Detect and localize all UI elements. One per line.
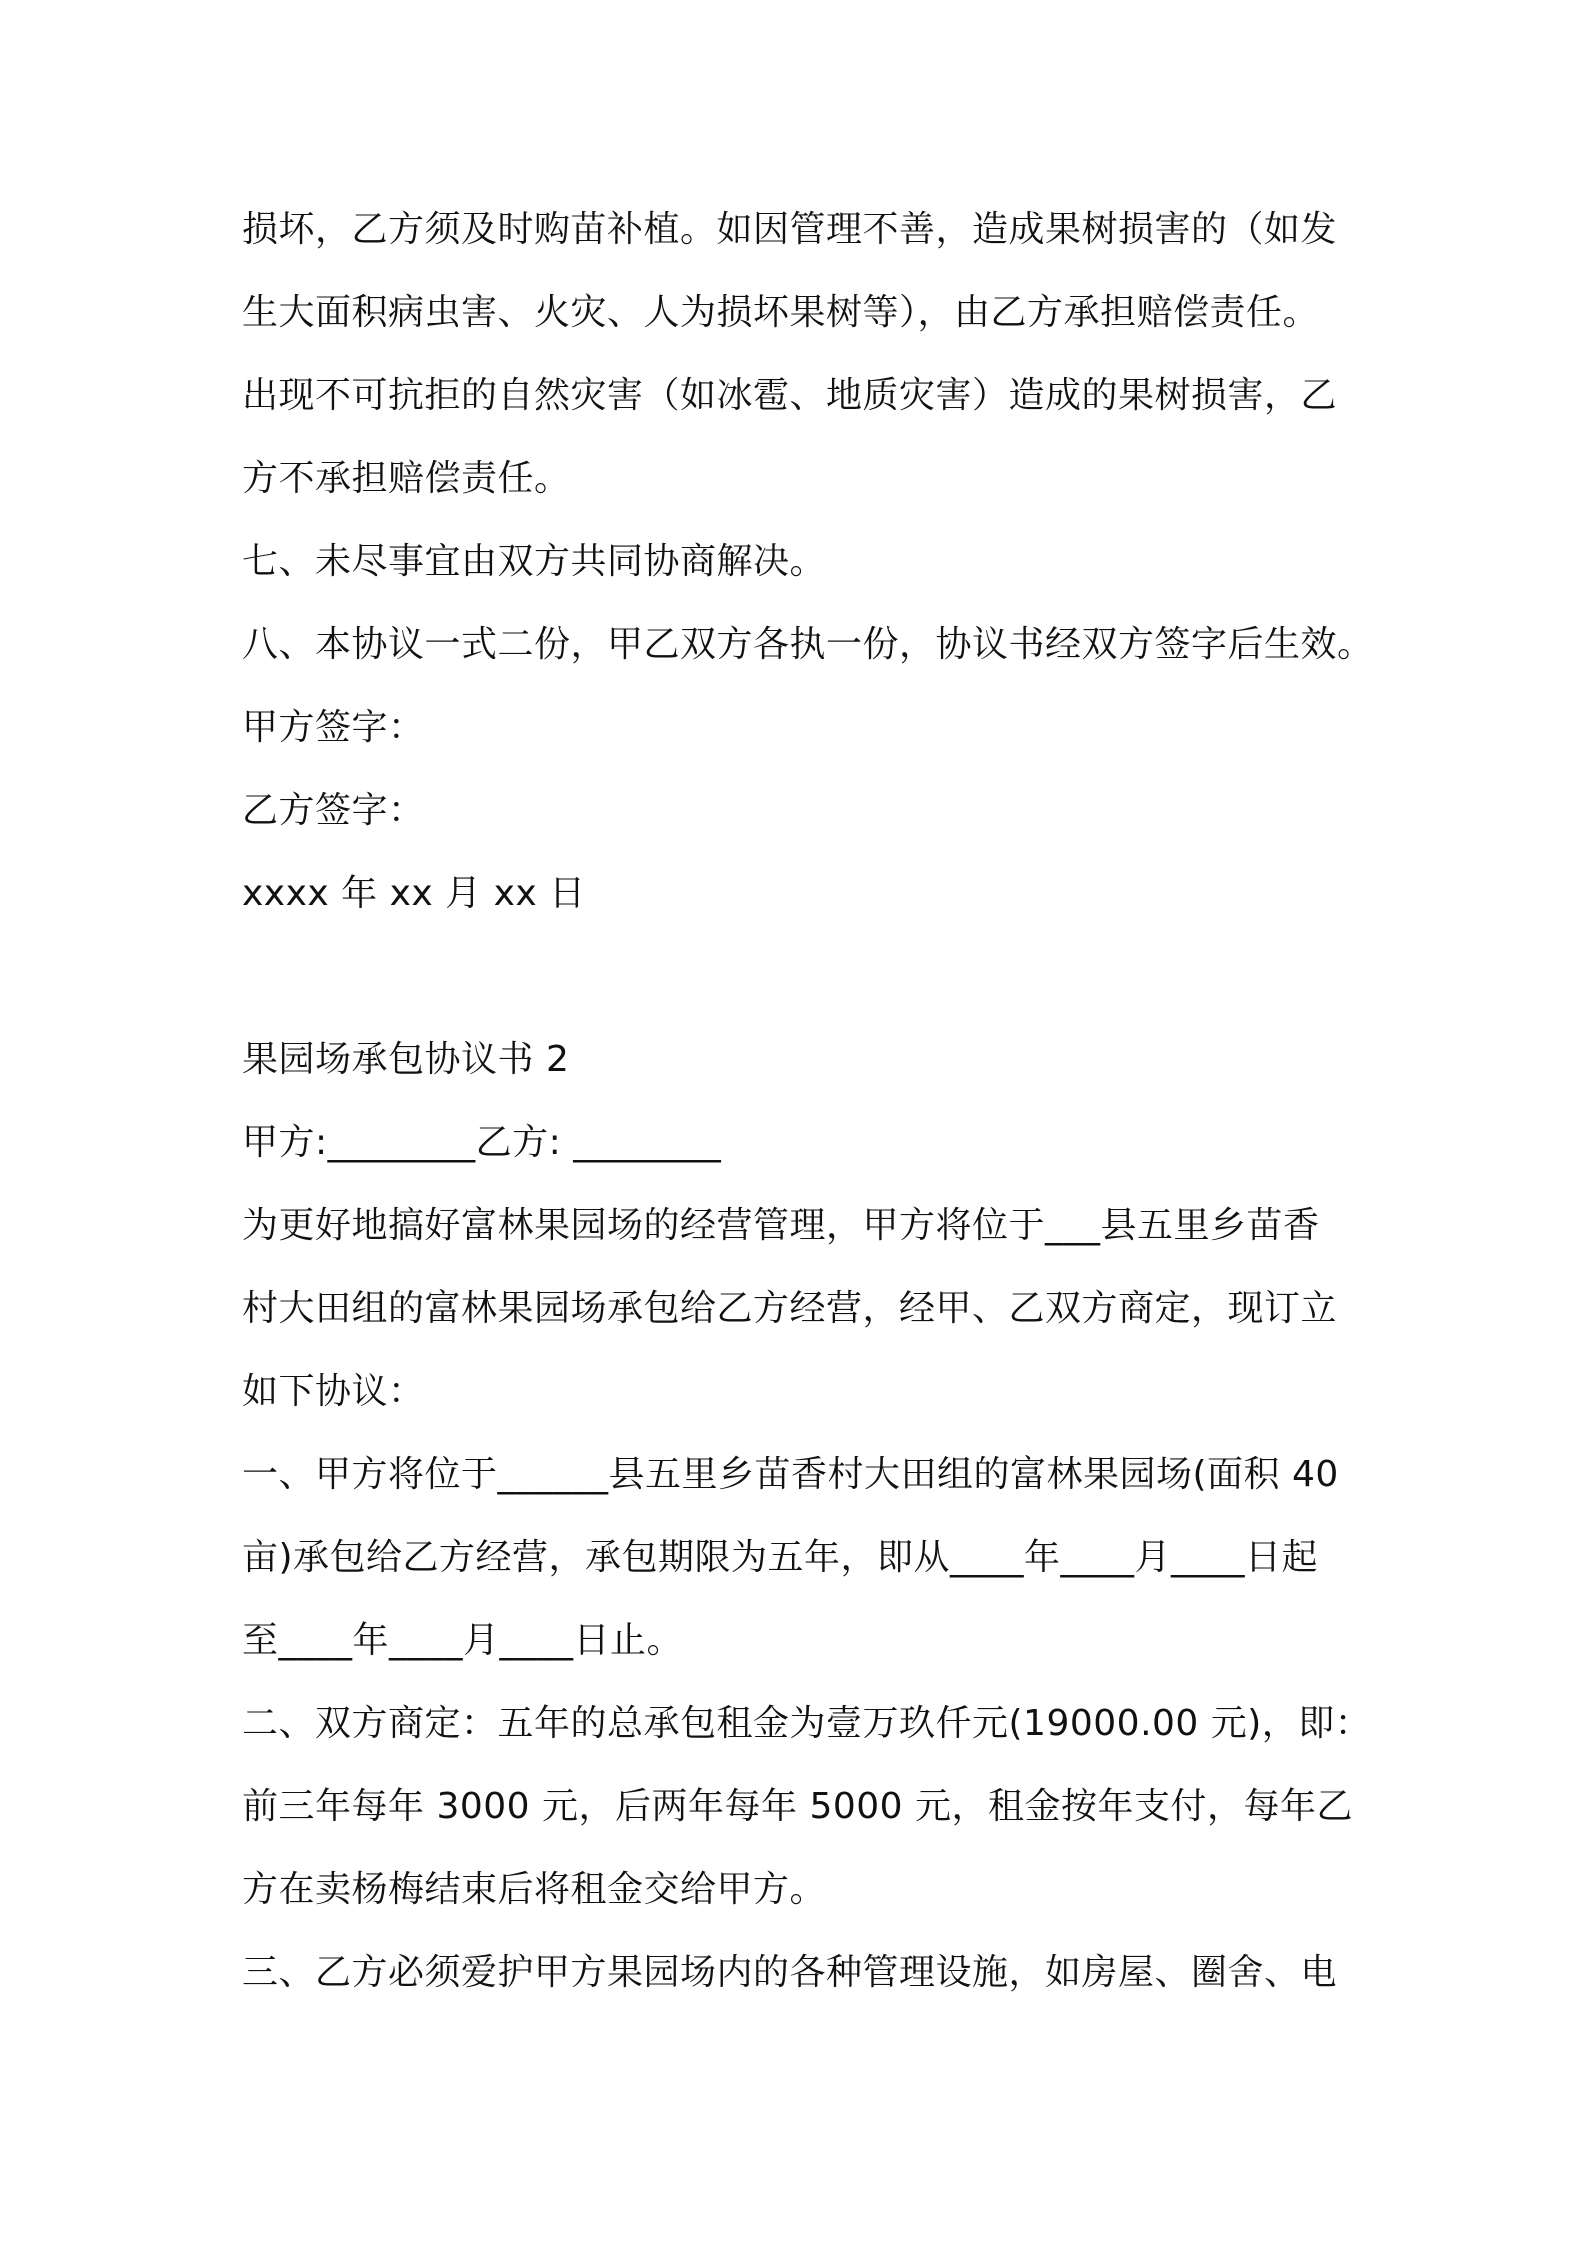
signature-date: xxxx 年 xx 月 xx 日	[242, 873, 586, 914]
text-line: 损坏，乙方须及时购苗补植。如因管理不善，造成果树损害的（如发	[242, 209, 1338, 250]
clause-three: 三、乙方必须爱护甲方果园场内的各种管理设施，如房屋、圈舍、电	[242, 1952, 1338, 1993]
party-b-signature: 乙方签字：	[242, 790, 425, 831]
text-line: 方在卖杨梅结束后将租金交给甲方。	[242, 1869, 827, 1910]
clause-two: 二、双方商定：五年的总承包租金为壹万玖仟元(19000.00 元)，即：	[242, 1703, 1372, 1744]
text-line: 前三年每年 3000 元，后两年每年 5000 元，租金按年支付，每年乙	[242, 1786, 1354, 1827]
text-line: 生大面积病虫害、火灾、人为损坏果树等），由乙方承担赔偿责任。	[242, 292, 1320, 333]
text-line: 至____年____月____日止。	[242, 1620, 684, 1661]
text-line: 村大田组的富林果园场承包给乙方经营，经甲、乙双方商定，现订立	[242, 1288, 1338, 1329]
text-line: 亩)承包给乙方经营，承包期限为五年，即从____年____月____日起	[242, 1537, 1319, 1578]
section-title: 果园场承包协议书 2	[242, 1039, 570, 1080]
clause-eight: 八、本协议一式二份，甲乙双方各执一份，协议书经双方签字后生效。	[242, 624, 1374, 665]
text-line: 为更好地搞好富林果园场的经营管理，甲方将位于___县五里乡苗香	[242, 1205, 1320, 1246]
text-line: 方不承担赔偿责任。	[242, 458, 571, 499]
parties-line: 甲方:________乙方: ________	[242, 1122, 722, 1163]
clause-one: 一、甲方将位于______县五里乡苗香村大田组的富林果园场(面积 40	[242, 1454, 1339, 1495]
clause-seven: 七、未尽事宜由双方共同协商解决。	[242, 541, 827, 582]
text-line: 出现不可抗拒的自然灾害（如冰雹、地质灾害）造成的果树损害，乙	[242, 375, 1338, 416]
party-a-signature: 甲方签字：	[242, 707, 425, 748]
text-line: 如下协议：	[242, 1371, 425, 1412]
